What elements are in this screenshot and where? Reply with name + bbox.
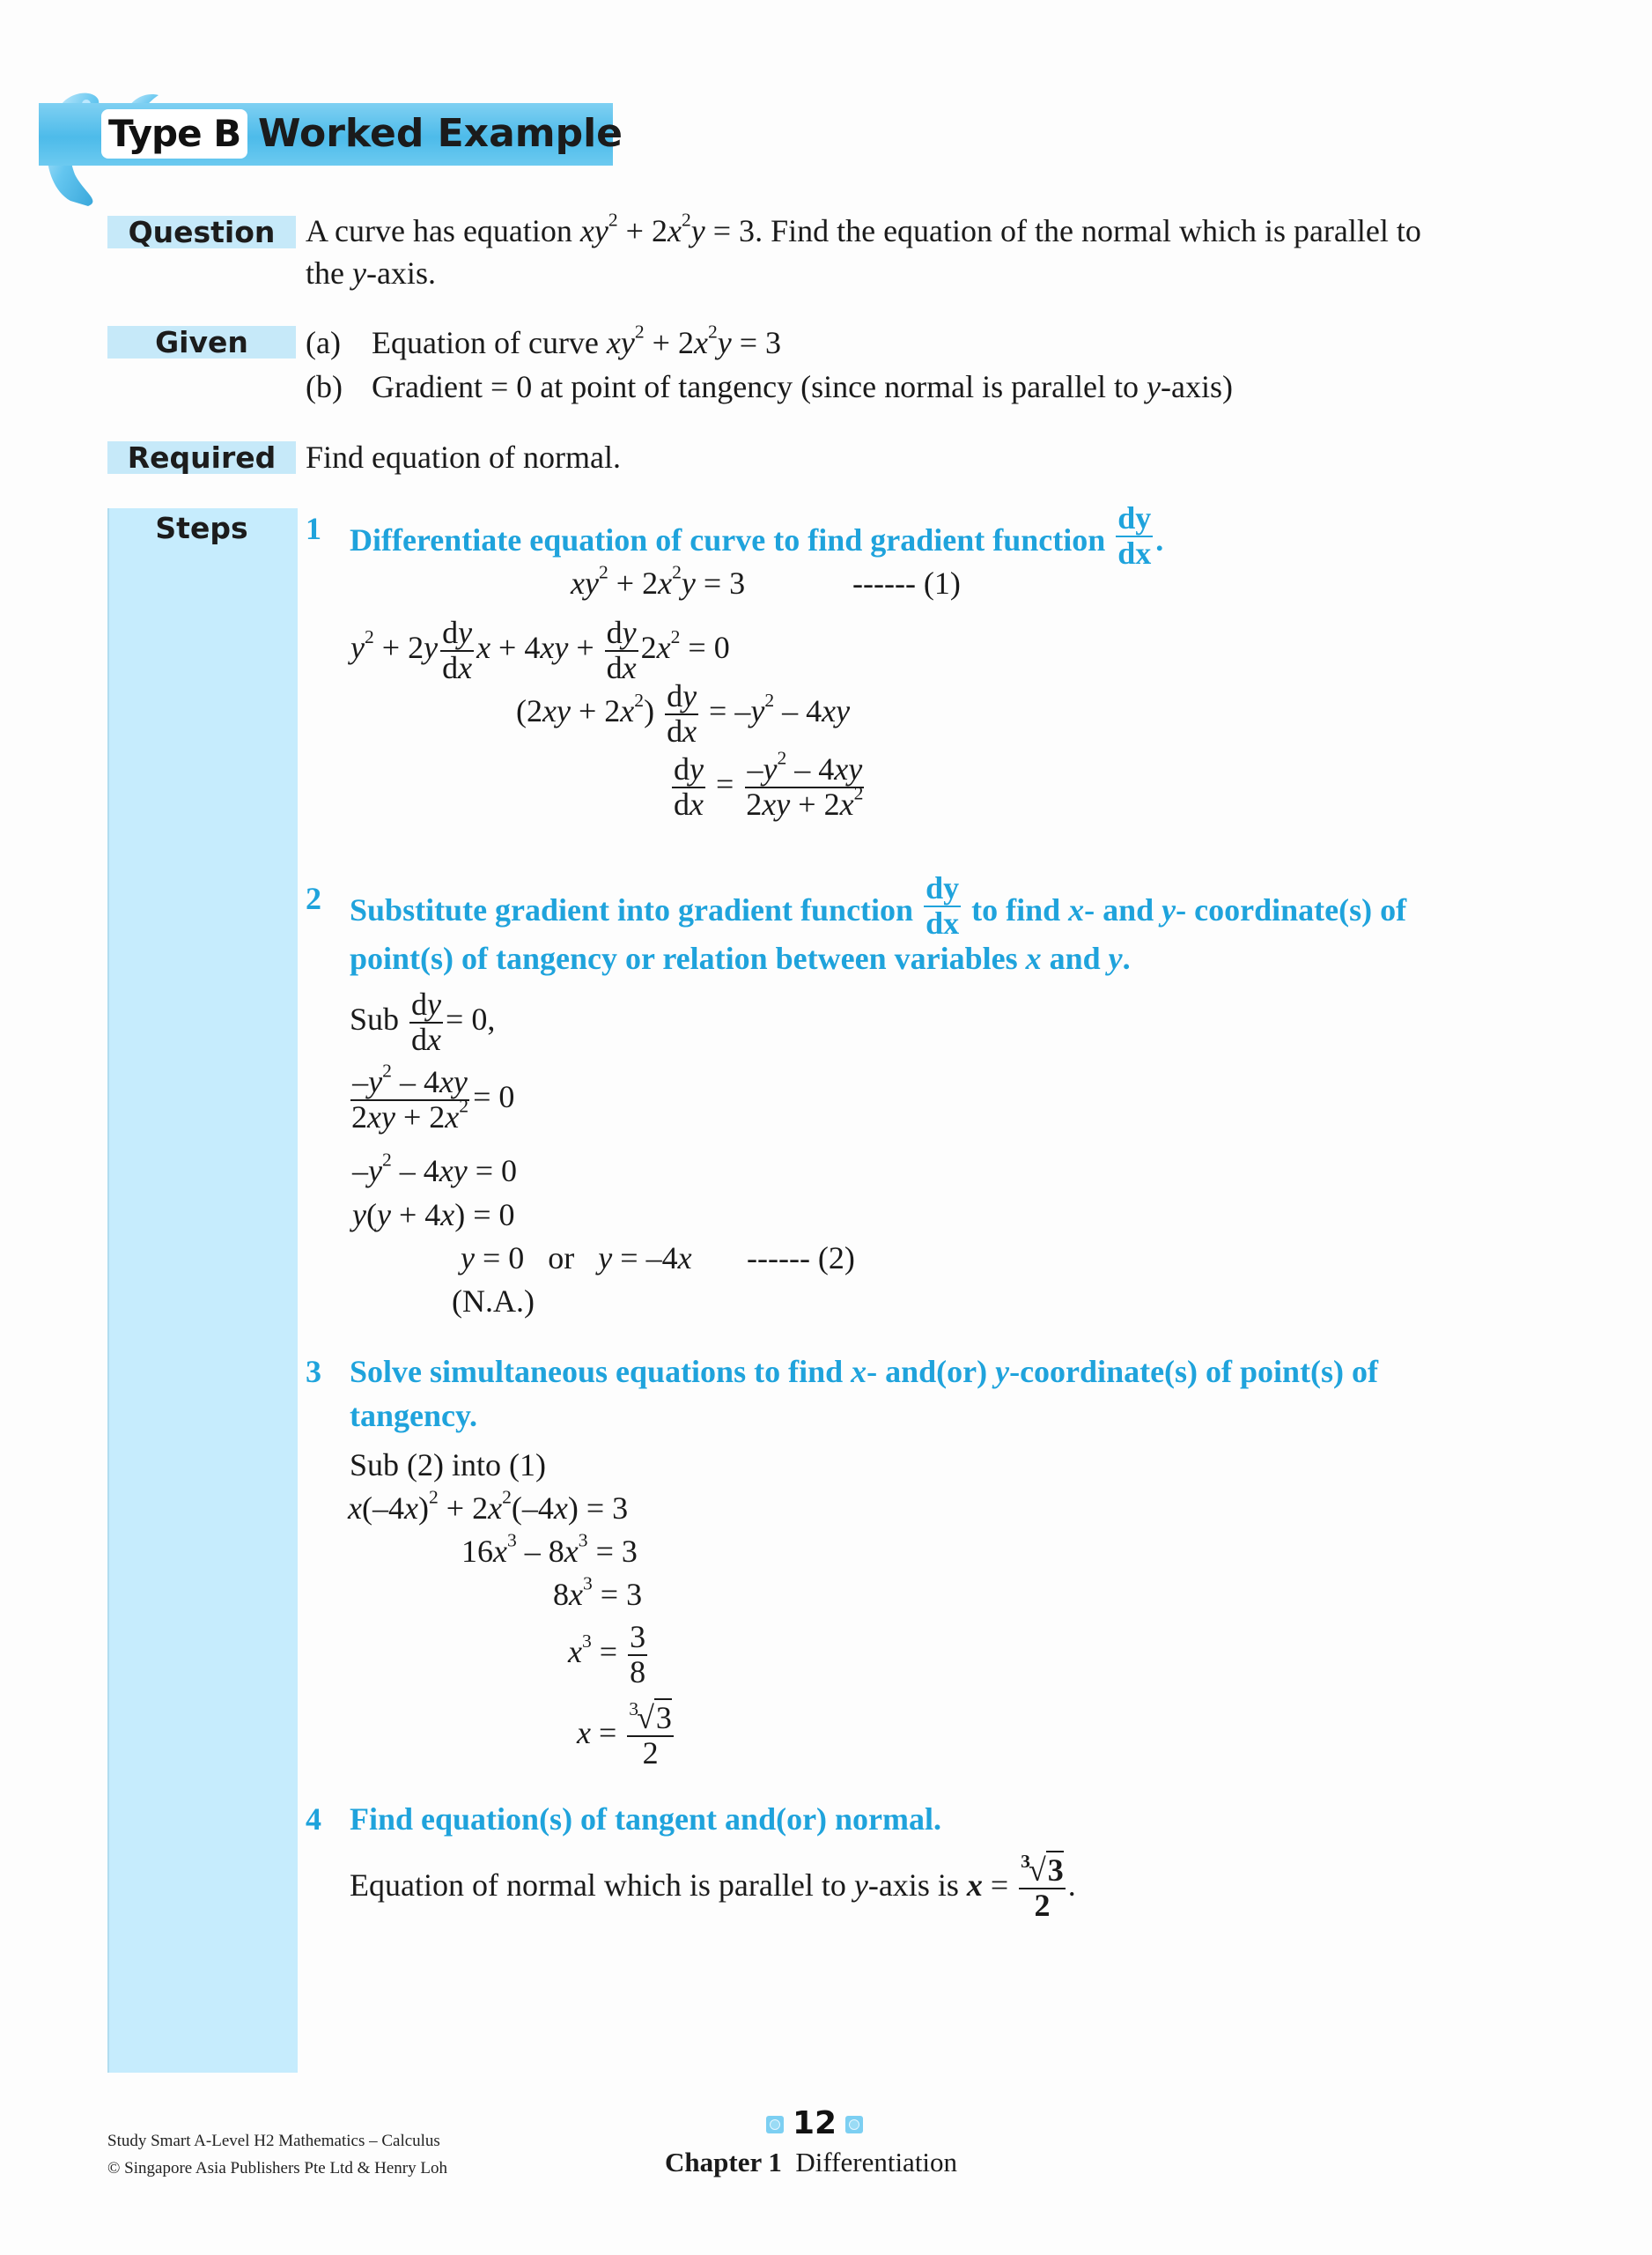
step-1-heading-text: Differentiate equation of curve to find gradient function <box>350 522 1106 558</box>
step-3-number: 3 <box>306 1354 321 1389</box>
step-3-heading: Solve simultaneous equations to find x- and(or) y-coordinate(s) of point(s) of <box>350 1354 1379 1389</box>
step-3-line-simplified: $8x^3 = 3$ <box>553 1572 643 1612</box>
step-2-line-na: (N.A.) <box>452 1283 535 1319</box>
step-1-heading: Differentiate equation of curve to find gradient function $\frac{dy}{dx}$ . <box>350 500 1164 571</box>
step-3-line-expanded: $16x^3 - 8x^3 = 3$ <box>461 1529 638 1569</box>
step-4-conclusion: Equation of normal which is parallel to y-axis is x = $\frac{^3√3}{2}$ . <box>350 1850 1076 1923</box>
steps-panel <box>107 508 298 2073</box>
step-4-number: 4 <box>306 1801 321 1837</box>
step-1-equation-1: $xy^2 + 2x^2y = 3$ <box>571 561 746 601</box>
step-2-heading: Substitute gradient into gradient function $\frac{dy}{dx}$ to find x- and y- coordinate(s) of <box>350 870 1407 941</box>
question-equation: $xy^2 + 2x^2y = 3$ <box>579 209 756 248</box>
step-2-heading-part1: Substitute gradient into gradient function <box>350 892 914 928</box>
question-text <box>306 211 1421 250</box>
footer-book-info <box>107 2127 447 2182</box>
given-b-text: Gradient = 0 at point of tangency (since normal is parallel to y-axis) <box>372 369 1233 404</box>
step-2-line-factored: y(y + 4x) = 0 <box>352 1197 515 1232</box>
equation-tag-1: ------ (1) <box>852 566 961 601</box>
footer-copyright: © Singapore Asia Publishers Pte Ltd & Henry Loh <box>107 2159 447 2177</box>
given-a-text: Equation of curve $xy^2 + 2x^2y = 3$ <box>372 321 782 360</box>
step-1-number: 1 <box>306 511 321 546</box>
step-1-equation-4: $\frac{dy}{dx}$ = $\frac{-y^2 - 4xy}{2xy + 2x^2}$ <box>674 747 864 822</box>
question-text-line2: the y-axis. <box>306 255 436 291</box>
step-3-line-substituted: $x(-4x)^2 + 2x^2(-4x) = 3$ <box>348 1486 629 1526</box>
step-1-equation-3: $(2xy + 2x^2)$ $\frac{dy}{dx}$ = $-y^2 - 4xy$ <box>516 678 851 749</box>
chapter-title: Differentiation <box>795 2147 958 2177</box>
step-2-line-fraction: $\frac{-y^2 - 4xy}{2xy + 2x^2}$ = 0 <box>351 1060 515 1135</box>
chapter-label: Chapter 1 <box>665 2147 782 2177</box>
question-label: Question <box>107 216 296 248</box>
footer-chapter <box>665 2147 957 2178</box>
steps-label: Steps <box>155 511 248 545</box>
question-text-end: . Find the equation of the normal which is parallel to <box>755 213 1421 248</box>
dy-dx-fraction: $\frac{dy}{dx}$ <box>926 870 960 941</box>
given-a-marker: (a) <box>306 325 341 360</box>
page-ornament-left-icon <box>766 2116 784 2133</box>
page-ornament-right-icon <box>845 2116 863 2133</box>
given-label: Given <box>107 326 296 359</box>
step-2-heading-line2: point(s) of tangency or relation between variables x and y. <box>350 941 1131 976</box>
dy-dx-fraction: $\frac{dy}{dx}$ <box>1117 500 1152 571</box>
page-number-text: 12 <box>793 2105 837 2141</box>
required-text: Find equation of normal. <box>306 440 621 475</box>
step-2-line-sub: Sub $\frac{dy}{dx}$ = 0, <box>350 987 496 1057</box>
step-3-line-x: x = $\frac{^3√3}{2}$ <box>577 1697 672 1771</box>
step-3-heading-line2: tangency. <box>350 1398 478 1433</box>
step-3-line-xcubed: $x^3$ = $\frac{3}{8}$ <box>568 1619 646 1689</box>
equation-tag-2: ------ (2) <box>747 1240 855 1275</box>
question-text-start: A curve has equation <box>306 213 580 248</box>
step-2-line-solutions: y = 0 or y = –4x <box>461 1240 692 1275</box>
banner-title: Worked Example <box>258 111 623 156</box>
step-2-line-numerator: $-y^2 - 4xy = 0$ <box>352 1149 518 1188</box>
footer-book-title: Study Smart A-Level H2 Mathematics – Calculus <box>107 2132 440 2150</box>
step-4-heading: Find equation(s) of tangent and(or) normal. <box>350 1801 942 1837</box>
step-2-number: 2 <box>306 881 321 916</box>
given-b-marker: (b) <box>306 369 343 404</box>
banner-type-label: Type B <box>101 109 247 159</box>
step-1-equation-2: $y^2 + 2y$ $\frac{dy}{dx}$ x + 4xy + $\frac{dy}{dx}$ $2x^2 = 0$ <box>350 615 730 685</box>
page-number <box>757 2105 872 2141</box>
step-3-line-sub: Sub (2) into (1) <box>350 1447 546 1482</box>
required-label: Required <box>107 441 296 474</box>
